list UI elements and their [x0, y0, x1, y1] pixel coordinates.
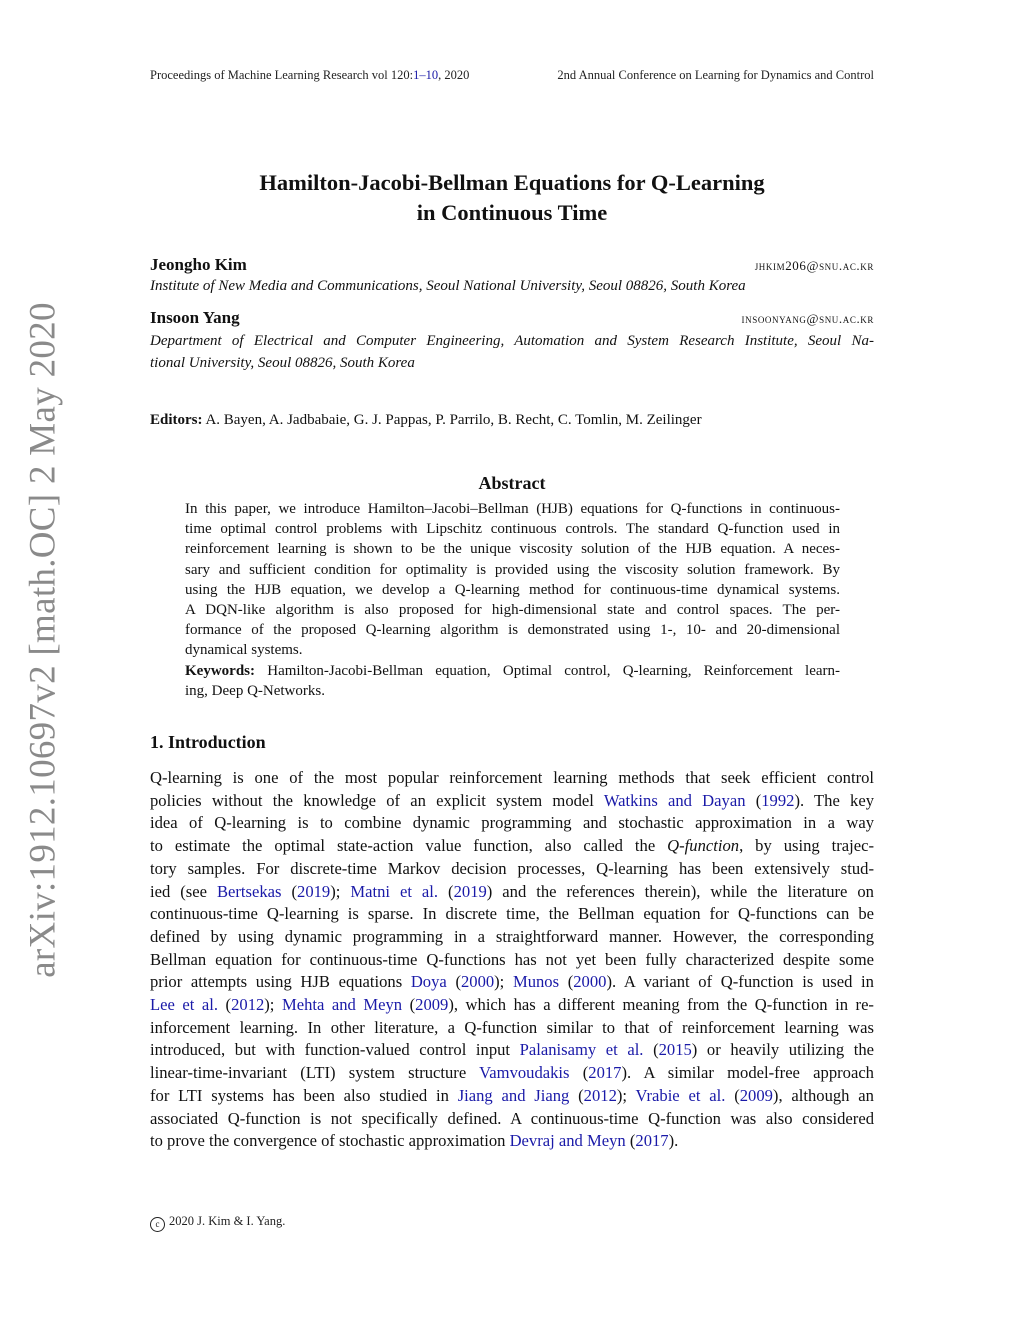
editors-names: A. Bayen, A. Jadbabaie, G. J. Pappas, P. Parrilo, B. Recht, C. Tomlin, M. Zeilinger: [205, 412, 702, 428]
citation-link[interactable]: Munos: [512, 972, 560, 992]
body-text: policies without the knowledge of an explicit system model: [150, 790, 604, 810]
body-line: [150, 903, 874, 926]
citation-link[interactable]: Vamvoudakis: [479, 1063, 570, 1083]
copyright-icon: c: [150, 1217, 165, 1232]
copyright-footer: [150, 1214, 285, 1232]
citation-link[interactable]: 2009: [415, 995, 449, 1015]
citation-link[interactable]: 2009: [739, 1085, 773, 1105]
body-text: ). A variant of Q-function is used in: [606, 972, 874, 992]
body-text: tory samples. For discrete-time Markov decision processes, Q-learning has been extensively stud-: [150, 858, 874, 878]
body-text: (: [446, 972, 461, 992]
abstract-heading: Abstract: [478, 473, 546, 493]
body-line: [150, 835, 874, 858]
affiliation-line: Institute of New Media and Communications, Seoul National University, Seoul 08826, South Korea: [150, 278, 746, 294]
body-text: ) and the references therein), while the literature on: [486, 881, 874, 901]
body-line: [150, 1130, 874, 1153]
body-line: [150, 1085, 874, 1108]
body-text: introduced, but with function-valued control input: [150, 1040, 520, 1060]
body-text: for LTI systems has been also studied in: [150, 1085, 458, 1105]
body-text: );: [494, 972, 513, 992]
body-text: );: [616, 1085, 636, 1105]
section-heading: 1. Introduction: [150, 732, 266, 752]
body-line: [150, 971, 874, 994]
citation-link[interactable]: Mehta and Meyn: [281, 995, 403, 1015]
citation-link[interactable]: 2017: [588, 1063, 622, 1083]
keywords-line: [185, 661, 840, 681]
body-text: ). The key: [794, 790, 874, 810]
body-text: defined by using dynamic programming in a straightforward manner. However, the corresponding: [150, 926, 874, 946]
body-text: (: [745, 790, 762, 810]
keywords-line: ing, Deep Q-Networks.: [185, 682, 325, 699]
body-text: ).: [668, 1131, 679, 1151]
author-email: jhkim206@snu.ac.kr: [754, 258, 874, 273]
abstract-body: [185, 499, 840, 701]
affiliation-line: tional University, Seoul 08826, South Korea: [150, 355, 415, 371]
citation-link[interactable]: Watkins and Dayan: [603, 790, 746, 810]
abstract-line: time optimal control problems with Lipschitz continuous controls. The standard Q-function used in: [185, 521, 840, 538]
section-body: [150, 767, 874, 1153]
body-text: associated Q-function is not specifically defined. A continuous-time Q-function was also considered: [150, 1108, 874, 1128]
body-text: ), although an: [772, 1085, 874, 1105]
body-line: [150, 767, 874, 790]
abstract-line: formance of the proposed Q-learning algorithm is demonstrated using 1-, 10- and 20-dimensional: [185, 622, 840, 639]
body-text: (: [218, 995, 232, 1015]
abstract-line: sary and sufficient condition for optimality is provided using the viscosity solution framework. By: [185, 561, 840, 578]
citation-link[interactable]: Jiang and Jiang: [457, 1085, 570, 1105]
citation-link[interactable]: 2017: [635, 1131, 669, 1151]
body-line: [150, 1108, 874, 1131]
author-email: insoonyang@snu.ac.kr: [741, 311, 874, 326]
citation-link[interactable]: Lee et al.: [150, 995, 219, 1015]
page-dash: –: [419, 68, 426, 82]
paper-title: [150, 168, 874, 228]
abstract-line: A DQN-like algorithm is also proposed for high-dimensional state and control spaces. The per-: [185, 602, 840, 619]
citation-link[interactable]: Matni et al.: [350, 881, 439, 901]
body-text: (: [438, 881, 454, 901]
emphasis-term: Q-function: [667, 836, 740, 856]
page-start-link[interactable]: 1: [413, 68, 420, 82]
body-line: [150, 858, 874, 881]
body-text: idea of Q-learning is to combine dynamic programming and stochastic approximation in a way: [150, 813, 874, 833]
body-text: Q-learning is one of the most popular reinforcement learning methods that seek efficient control: [150, 768, 874, 787]
editors-label: Editors:: [150, 412, 203, 428]
body-text: ), which has a different meaning from the Q-function in re-: [448, 995, 874, 1015]
abstract-line: using the HJB equation, we develop a Q-learning method for continuous-time dynamical systems.: [185, 581, 840, 598]
running-header-left: [150, 68, 469, 83]
citation-link[interactable]: 2000: [460, 972, 495, 992]
title-line-2: in Continuous Time: [416, 200, 608, 225]
keywords-text: Hamilton-Jacobi-Bellman equation, Optimal control, Q-learning, Reinforcement learn-: [267, 662, 841, 679]
body-line: [150, 812, 874, 835]
body-text: (: [725, 1085, 740, 1105]
body-line: [150, 949, 874, 972]
abstract-line: reinforcement learning is shown to be the unique viscosity solution of the HJB equation. A neces-: [185, 541, 840, 558]
body-text: (: [402, 995, 416, 1015]
body-text: );: [264, 995, 282, 1015]
citation-link[interactable]: Doya: [410, 972, 447, 992]
abstract-line: In this paper, we introduce Hamilton–Jacobi–Bellman (HJB) equations for Q-functions in continuous-: [185, 501, 840, 517]
citation-link[interactable]: Palanisamy et al.: [519, 1040, 644, 1060]
author-name: Jeongho Kim: [150, 255, 247, 274]
body-text: continuous-time Q-learning is sparse. In discrete time, the Bellman equation for Q-functions can be: [150, 904, 874, 924]
arxiv-stamp-text: arXiv:1912.10697v2 [math.OC] 2 May 2020: [22, 302, 64, 978]
body-text: (: [569, 1085, 584, 1105]
body-line: [150, 881, 874, 904]
body-text: (: [569, 1063, 589, 1083]
body-text: linear-time-invariant (LTI) system structure: [150, 1063, 480, 1083]
body-text: ied (see: [150, 881, 217, 901]
body-line: [150, 1062, 874, 1085]
citation-link[interactable]: Devraj and Meyn: [509, 1131, 626, 1151]
body-line: [150, 1039, 874, 1062]
body-text: (: [625, 1131, 636, 1151]
body-text: Bellman equation for continuous-time Q-functions has not yet been fully characterized despite some: [150, 949, 874, 969]
body-text: inforcement learning. In other literature, a Q-function similar to that of reinforcement learning was: [150, 1017, 874, 1037]
affiliation-line: Department of Electrical and Computer Engineering, Automation and System Research Institute, Seoul Na-: [150, 333, 874, 349]
citation-link[interactable]: Vrabie et al.: [635, 1085, 726, 1105]
body-text: ). A similar model-free approach: [621, 1063, 874, 1083]
body-text: (: [559, 972, 574, 992]
running-header-right: 2nd Annual Conference on Learning for Dynamics and Control: [557, 68, 874, 82]
citation-link[interactable]: 1992: [761, 790, 795, 810]
author-affiliation: [150, 275, 874, 297]
citation-link[interactable]: 2019: [297, 881, 331, 901]
citation-link[interactable]: Bertsekas: [216, 881, 282, 901]
title-line-1: Hamilton-Jacobi-Bellman Equations for Q-Learning: [259, 170, 765, 195]
body-text: (: [281, 881, 298, 901]
body-line: [150, 994, 874, 1017]
abstract-line: dynamical systems.: [185, 642, 303, 659]
citation-link[interactable]: 2000: [573, 972, 607, 992]
author-affiliation: [150, 330, 874, 374]
citation-link[interactable]: 2019: [453, 881, 487, 901]
author-name: Insoon Yang: [150, 308, 240, 327]
body-line: [150, 1017, 874, 1040]
journal-prefix: Proceedings of Machine Learning Research vol 120:: [150, 68, 414, 82]
body-line: [150, 790, 874, 813]
journal-year: , 2020: [438, 68, 470, 82]
body-text: to prove the convergence of stochastic approximation: [150, 1131, 510, 1151]
citation-link[interactable]: 2012: [583, 1085, 617, 1105]
body-text: , by using trajec-: [739, 836, 874, 856]
body-text: prior attempts using HJB equations: [150, 972, 411, 992]
copyright-text: 2020 J. Kim & I. Yang.: [169, 1214, 286, 1228]
page-end-link[interactable]: 10: [425, 68, 439, 82]
body-text: (: [643, 1040, 659, 1060]
editors-line: [150, 412, 702, 429]
citation-link[interactable]: 2012: [231, 995, 265, 1015]
body-text: ) or heavily utilizing the: [691, 1040, 874, 1060]
body-line: [150, 926, 874, 949]
citation-link[interactable]: 2015: [658, 1040, 692, 1060]
body-text: );: [330, 881, 351, 901]
body-text: to estimate the optimal state-action value function, also called the: [150, 836, 668, 856]
keywords-label: Keywords:: [185, 662, 255, 679]
